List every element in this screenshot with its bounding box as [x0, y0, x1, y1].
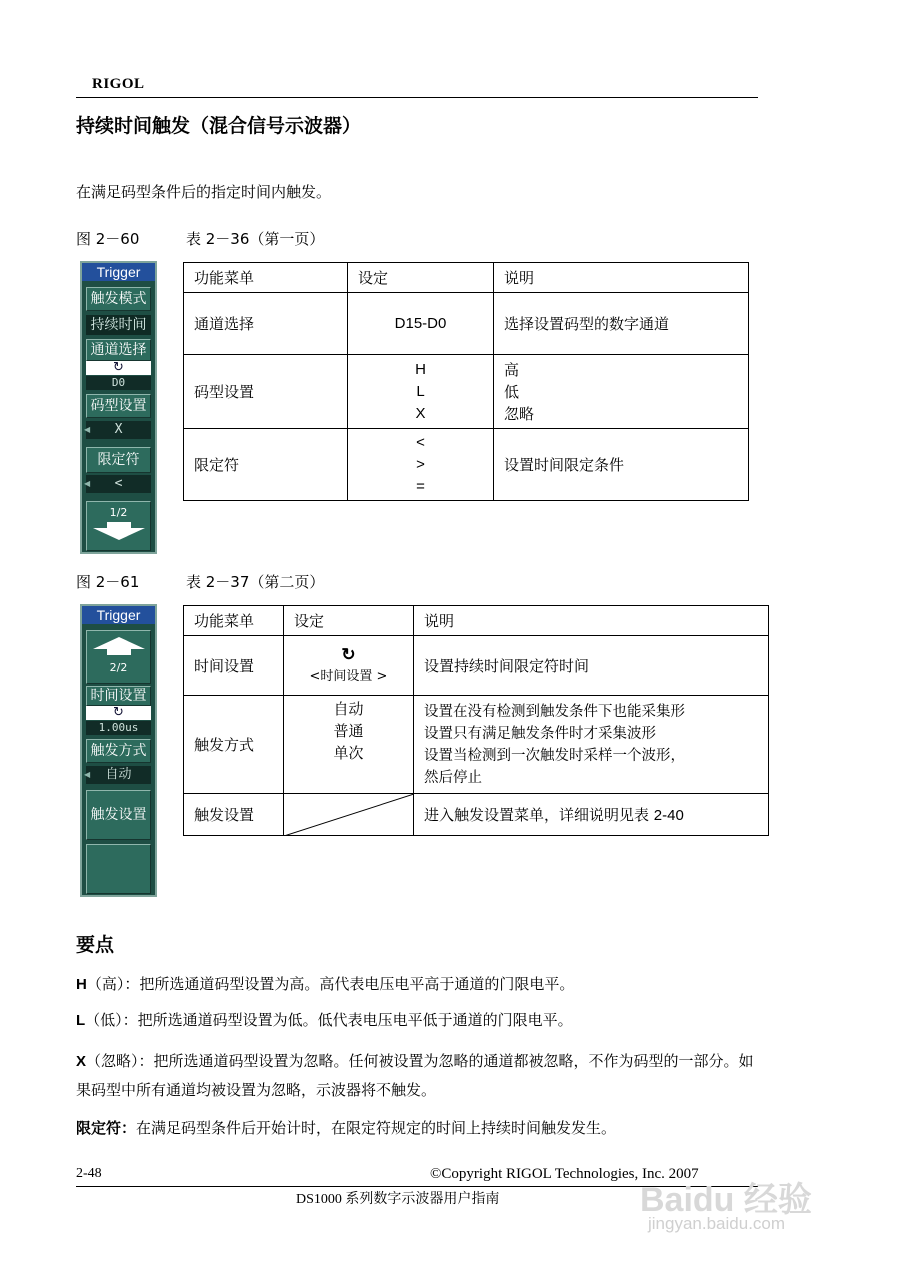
setting-cell	[348, 429, 494, 501]
knob-icon: ↻	[86, 706, 151, 720]
setting-value: H	[415, 360, 426, 378]
copyright: ©Copyright RIGOL Technologies, Inc. 2007	[430, 1166, 699, 1182]
description-line: 忽略	[504, 404, 535, 423]
section-title: 持续时间触发（混合信号示波器）	[76, 115, 362, 137]
knob-icon: ↻	[86, 361, 151, 375]
figure-label-2: 图 2－61	[76, 573, 140, 591]
prev-page-button[interactable]	[86, 630, 151, 684]
table-header-cell: 功能菜单	[184, 263, 348, 293]
diagonal-line	[284, 794, 414, 836]
sweep-mode-button[interactable]: 触发方式	[86, 739, 151, 763]
menu-cell: 通道选择	[184, 293, 348, 355]
pointer-left-icon: ◀	[84, 425, 91, 434]
description-cell: 选择设置码型的数字通道	[494, 293, 749, 355]
table-row	[184, 636, 769, 696]
table-label-2: 表 2－37（第二页）	[186, 573, 325, 591]
note-key: X	[76, 1053, 87, 1070]
time-setting-button[interactable]: 时间设置	[86, 686, 151, 706]
setting-value: D15-D0	[394, 314, 447, 332]
notes-heading: 要点	[76, 934, 115, 956]
description-line: 低	[504, 382, 520, 401]
menu-cell: 码型设置	[184, 355, 348, 429]
description-text: 进入触发设置菜单，详细说明见表	[424, 806, 654, 824]
trigger-menu-page1	[80, 261, 157, 554]
page-indicator: 2/2	[109, 661, 128, 674]
note-text: 在满足码型条件后开始计时，在限定符规定的时间上持续时间触发发生。	[136, 1119, 617, 1137]
setting-value: 普通	[333, 722, 364, 740]
table-reference: 2-40	[653, 807, 684, 824]
note-high	[76, 972, 766, 997]
description-cell	[494, 355, 749, 429]
trigger-setup-button[interactable]: 触发设置	[86, 790, 151, 840]
table-row	[184, 696, 769, 794]
setting-value: =	[416, 477, 425, 495]
note-low	[76, 1008, 766, 1033]
menu-cell: 触发方式	[184, 696, 284, 794]
menu-cell: 限定符	[184, 429, 348, 501]
header-rule	[76, 97, 758, 98]
qualifier-button[interactable]: 限定符	[86, 447, 151, 473]
description-cell	[414, 696, 769, 794]
sweep-value: 自动	[86, 766, 151, 784]
note-key: 限定符：	[76, 1120, 137, 1137]
guide-title: DS1000 系列数字示波器用户指南	[296, 1192, 500, 1207]
table-header-cell: 设定	[284, 606, 414, 636]
setting-cell	[284, 696, 414, 794]
menu-title: Trigger	[82, 606, 155, 624]
pointer-left-icon: ◀	[84, 479, 91, 488]
description-cell	[414, 794, 769, 836]
menu-cell: 触发设置	[184, 794, 284, 836]
description-cell: 设置持续时间限定符时间	[414, 636, 769, 696]
arrow-up-icon	[89, 635, 149, 657]
note-text: （高）：把所选通道码型设置为高。高代表电压电平高于通道的门限电平。	[86, 975, 575, 993]
note-qualifier	[76, 1116, 766, 1141]
trigger-mode-value: 持续时间	[86, 315, 151, 335]
brand-logo-text: RIGOL	[92, 76, 145, 92]
empty-menu-button	[86, 844, 151, 894]
description-line: 设置当检测到一次触发时采样一个波形，	[424, 747, 685, 764]
setting-value: 单次	[333, 744, 364, 762]
watermark-logo: Baidu 经验	[640, 1181, 812, 1219]
next-page-button[interactable]	[86, 501, 151, 551]
qualifier-value: <	[86, 475, 151, 493]
table-header-cell: 说明	[494, 263, 749, 293]
table-header-cell: 功能菜单	[184, 606, 284, 636]
table-row	[184, 293, 749, 355]
arrow-down-icon	[89, 520, 149, 542]
watermark-url: jingyan.baidu.com	[648, 1214, 786, 1233]
description-cell: 设置时间限定条件	[494, 429, 749, 501]
description-line: 高	[504, 360, 520, 379]
note-text: （忽略）：把所选通道码型设置为忽略。任何被设置为忽略的通道都被忽略，不作为码型的一部分。如果码型中所有通道均被设置为忽略，示波器将不触发。	[76, 1052, 754, 1099]
description-line: 设置在没有检测到触发条件下也能采集形	[424, 703, 685, 720]
pattern-setting-button[interactable]: 码型设置	[86, 394, 151, 418]
menu-cell: 时间设置	[184, 636, 284, 696]
note-key: L	[76, 1012, 86, 1029]
setting-cell	[284, 636, 414, 696]
setting-cell	[348, 355, 494, 429]
note-text: （低）：把所选通道码型设置为低。低代表电压电平低于通道的门限电平。	[85, 1011, 573, 1029]
description-line: 然后停止	[424, 769, 482, 786]
pattern-value: X	[86, 421, 151, 439]
trigger-mode-button[interactable]: 触发模式	[86, 287, 151, 311]
setting-value: L	[416, 382, 425, 400]
table-row	[184, 429, 749, 501]
intro-text: 在满足码型条件后的指定时间内触发。	[76, 183, 332, 201]
trigger-menu-page2	[80, 604, 157, 897]
menu-title: Trigger	[82, 263, 155, 281]
channel-value: D0	[86, 376, 151, 390]
table-header-cell: 说明	[414, 606, 769, 636]
table-row	[184, 794, 769, 836]
page-indicator: 1/2	[109, 506, 128, 519]
setting-cell-empty	[284, 794, 414, 836]
table-2-36	[183, 262, 749, 501]
setting-value: <时间设置 >	[309, 668, 388, 684]
setting-value: >	[416, 455, 425, 473]
description-line: 设置只有满足触发条件时才采集波形	[424, 725, 656, 742]
table-2-37	[183, 605, 769, 836]
pointer-left-icon: ◀	[84, 770, 91, 779]
figure-label-1: 图 2－60	[76, 230, 140, 248]
setting-value: <	[416, 433, 425, 451]
knob-icon: ↻	[341, 644, 356, 664]
page-number: 2-48	[76, 1166, 102, 1181]
time-value: 1.00us	[86, 721, 151, 735]
setting-cell	[348, 293, 494, 355]
table-header-cell: 设定	[348, 263, 494, 293]
setting-value: 自动	[333, 700, 364, 718]
note-ignore	[76, 1047, 766, 1105]
note-key: H	[76, 976, 87, 993]
table-label-1: 表 2－36（第一页）	[186, 230, 325, 248]
channel-select-button[interactable]: 通道选择	[86, 339, 151, 361]
table-row	[184, 355, 749, 429]
setting-value: X	[415, 404, 426, 422]
